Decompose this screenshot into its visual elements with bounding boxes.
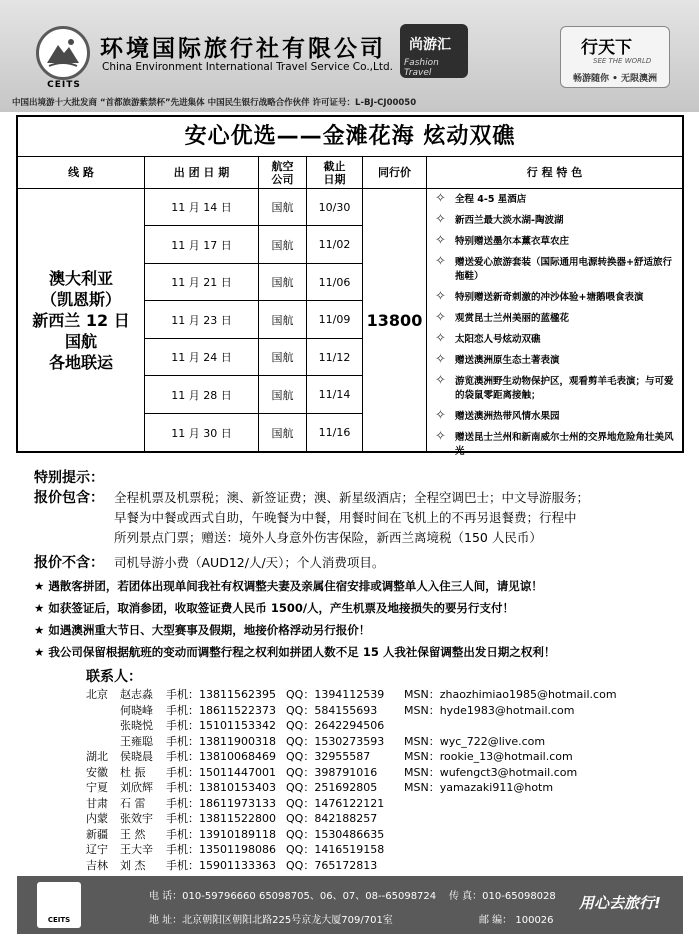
contact-name: 张效宇 (120, 812, 153, 825)
include-line: 全程机票及机票税；澳、新签证费；澳、新星级酒店；全程空调巴士；中文导游服务； (114, 490, 590, 505)
airline-cell: 国航 (259, 189, 307, 226)
contact-region: 安徽 (86, 765, 108, 779)
feature-text: 赠送爱心旅游套装（国际通用电源转换器+舒适旅行拖鞋） (455, 257, 672, 282)
date-cell: 11 月 14 日 (145, 189, 259, 226)
contact-qq: QQ：584155693 (286, 703, 378, 717)
contact-name: 何晓峰 (120, 703, 153, 717)
airline-cell: 国航 (259, 264, 307, 301)
feature-text: 特别赠送新奇刺激的冲沙体验+塘鹅喂食表演 (455, 292, 644, 303)
route-line: 新西兰 12 日 (32, 310, 130, 330)
contact-mobile: 手机：13811562395 (166, 688, 276, 701)
notice-item: ★ 如遇澳洲重大节日、大型赛事及假期，地接价格浮动另行报价！ (34, 623, 371, 637)
footer-postcode: 邮 编： 100026 (479, 915, 554, 926)
contact-msn: MSN：wyc_722@live.com (404, 734, 546, 748)
exclude-text: 司机导游小费（AUD12/人/天）；个人消费项目。 (114, 555, 385, 570)
header-banner (0, 0, 699, 112)
contact-name: 石 雷 (120, 796, 146, 810)
airline-cell: 国航 (259, 301, 307, 339)
feature-item (427, 235, 681, 249)
contact-qq: QQ：1394112539 (286, 688, 385, 701)
contact-name: 张晓悦 (120, 719, 153, 732)
feature-text: 赠送澳洲热带风情水果园 (455, 411, 560, 422)
date-cell: 11 月 24 日 (145, 339, 259, 376)
contact-qq: QQ：2642294506 (286, 719, 385, 732)
route-line: 各地联运 (48, 352, 113, 372)
contact-name: 王雍聪 (120, 734, 153, 748)
contact-msn: MSN：yamazaki911@hotm (404, 781, 554, 794)
sparkle-icon: ✧ (435, 191, 446, 206)
feature-text: 太阳恋人号炫动双礁 (455, 334, 541, 345)
contact-region: 湖北 (86, 750, 108, 763)
contact-name: 杜 振 (120, 765, 146, 779)
sparkle-icon: ✧ (435, 331, 446, 346)
notice-item: ★ 如获签证后，取消参团，收取签证费人民币 1500/人，产生机票及地接损失的要另行支付！ (34, 601, 515, 615)
route-line: 澳大利亚 (48, 268, 113, 288)
footer-slogan: 用心去旅行! (579, 894, 661, 912)
contact-region: 内蒙 (86, 812, 108, 825)
contact-name: 王 然 (120, 827, 146, 841)
feature-text: 新西兰最大淡水湖-陶波湖 (455, 215, 564, 226)
badge-en: Fashion Travel (404, 58, 439, 78)
feature-item (427, 333, 681, 347)
footer-logo: CEITS (37, 882, 81, 928)
footer-fax: 传 真：010-65098028 (449, 891, 556, 902)
include-label: 报价包含： (34, 490, 104, 506)
deadline-cell: 11/06 (307, 264, 363, 301)
contact-mobile: 手机：13501198086 (166, 843, 276, 856)
notice-item: ★ 我公司保留根据航班的变动而调整行程之权利如拼团人数不足 15 人我社保留调整出发日期之权利！ (34, 645, 556, 659)
feature-item (427, 291, 681, 305)
right-logo-main: 行天下 (581, 38, 632, 58)
airline-cell: 国航 (259, 414, 307, 451)
sparkle-icon: ✧ (435, 233, 446, 248)
itinerary-table (18, 157, 682, 457)
contact-qq: QQ：398791016 (286, 765, 378, 779)
footer-bar (17, 876, 683, 934)
feature-item (427, 431, 681, 459)
route-cell (18, 189, 145, 451)
contact-region: 新疆 (86, 827, 108, 841)
date-cell: 11 月 28 日 (145, 376, 259, 414)
feature-text: 特别赠送墨尔本薰衣草农庄 (455, 236, 570, 247)
contact-qq: QQ：1416519158 (286, 843, 385, 856)
company-logo (36, 26, 90, 80)
contact-name: 刘欣辉 (120, 781, 153, 794)
feature-item (427, 193, 681, 207)
contact-mobile: 手机：18611973133 (166, 796, 276, 810)
company-name-en: China Environment International Travel Service Co.,Ltd. (102, 61, 393, 73)
contact-qq: QQ：842188257 (286, 812, 378, 825)
contact-region: 吉林 (86, 858, 108, 872)
airline-cell: 国航 (259, 339, 307, 376)
contact-msn: MSN：rookie_13@hotmail.com (404, 750, 573, 763)
date-cell: 11 月 30 日 (145, 414, 259, 451)
right-logo-sub: 畅游随你 • 无限澳洲 (573, 74, 658, 84)
header-airline: 航空 公司 (259, 157, 307, 189)
feature-item (427, 256, 681, 284)
header-deadline: 截止 日期 (307, 157, 363, 189)
sparkle-icon: ✧ (435, 408, 446, 423)
header-price: 同行价 (363, 157, 427, 189)
company-slogan: 中国出境游十大批发商 “首都旅游紫禁杯”先进集体 中国民生银行战略合作伙伴 许可证号：L-BJ-CJ00050 (12, 98, 417, 108)
contact-name: 侯晓晨 (120, 750, 153, 763)
feature-item (427, 410, 681, 424)
airline-cell: 国航 (259, 376, 307, 414)
contact-region: 北京 (86, 688, 108, 701)
contact-mobile: 手机：13811522800 (166, 812, 276, 825)
feature-item (427, 354, 681, 368)
footer-address: 地 址：北京朝阳区朝阳北路225号京龙大厦709/701室 (149, 915, 393, 926)
sparkle-icon: ✧ (435, 352, 446, 367)
header-route: 线 路 (18, 157, 145, 189)
notice-item: ★ 遇散客拼团，若团体出现单间我社有权调整夫妻及亲属住宿安排或调整单人入住三人间，请见谅！ (34, 579, 543, 593)
exclude-label: 报价不含： (34, 555, 104, 571)
sparkle-icon: ✧ (435, 289, 446, 304)
date-cell: 11 月 21 日 (145, 264, 259, 301)
sparkle-icon: ✧ (435, 212, 446, 227)
feature-text: 赠送澳洲原生态土著表演 (455, 355, 560, 366)
page-title: 安心优选——金滩花海 炫动双礁 (18, 117, 682, 157)
right-logo-en: SEE THE WORLD (593, 57, 652, 65)
airline-cell: 国航 (259, 226, 307, 264)
fashion-travel-badge (400, 24, 468, 78)
route-line: 国航 (64, 331, 97, 351)
contact-name: 王大辛 (120, 843, 153, 856)
sparkle-icon: ✧ (435, 373, 446, 388)
contact-mobile: 手机：13810153403 (166, 781, 276, 794)
contact-mobile: 手机：18611522373 (166, 703, 276, 717)
price-cell: 13800 (363, 189, 427, 451)
feature-text: 全程 4-5 星酒店 (455, 194, 527, 205)
contact-msn: MSN：hyde1983@hotmail.com (404, 703, 575, 717)
header-features: 行 程 特 色 (427, 157, 682, 189)
deadline-cell: 11/16 (307, 414, 363, 451)
route-line: （凯恩斯） (40, 289, 121, 309)
contact-qq: QQ：251692805 (286, 781, 378, 794)
deadline-cell: 11/14 (307, 376, 363, 414)
sparkle-icon: ✧ (435, 310, 446, 325)
contact-mobile: 手机：13910189118 (166, 827, 276, 841)
see-the-world-logo (560, 26, 670, 88)
contact-msn: MSN：wufengct3@hotmail.com (404, 765, 578, 779)
contacts-heading: 联系人： (86, 669, 142, 685)
contact-name: 刘 杰 (120, 858, 146, 872)
feature-text: 游览澳洲野生动物保护区，观看剪羊毛表演；与可爱的袋鼠零距离接触； (455, 376, 674, 401)
deadline-cell: 11/02 (307, 226, 363, 264)
feature-item (427, 312, 681, 326)
contact-mobile: 手机：15101153342 (166, 719, 276, 732)
badge-cn: 尚游汇 (409, 37, 451, 53)
footer-tel: 电 话：010-59796660 65098705、06、07、08--65098724 (149, 891, 437, 902)
logo-acronym: CEITS (47, 80, 81, 90)
contact-name: 赵志淼 (120, 688, 153, 701)
sparkle-icon: ✧ (435, 429, 446, 444)
contact-mobile: 手机：15901133363 (166, 858, 276, 872)
deadline-cell: 11/12 (307, 339, 363, 376)
contact-mobile: 手机：13811900318 (166, 734, 276, 748)
feature-text: 观赏昆士兰州美丽的蓝楹花 (455, 313, 570, 324)
contact-region: 甘肃 (86, 796, 108, 810)
contact-qq: QQ：32955587 (286, 750, 371, 763)
date-cell: 11 月 17 日 (145, 226, 259, 264)
contact-msn: MSN：zhaozhimiao1985@hotmail.com (404, 688, 617, 701)
contact-qq: QQ：765172813 (286, 858, 378, 872)
include-line: 早餐为中餐或西式自助，午晚餐为中餐，用餐时间在飞机上的不再另退餐费；行程中 (114, 510, 577, 525)
contact-qq: QQ：1530273593 (286, 734, 385, 748)
feature-item (427, 214, 681, 228)
contact-mobile: 手机：13810068469 (166, 750, 276, 763)
itinerary-box (16, 115, 684, 457)
header-date: 出 团 日 期 (145, 157, 259, 189)
contact-qq: QQ：1530486635 (286, 827, 385, 841)
contact-region: 辽宁 (86, 843, 108, 856)
date-cell: 11 月 23 日 (145, 301, 259, 339)
feature-text: 赠送昆士兰州和新南威尔士州的交界地危险角壮美风光 (455, 432, 674, 457)
contact-qq: QQ：1476122121 (286, 796, 385, 810)
deadline-cell: 11/09 (307, 301, 363, 339)
feature-item (427, 375, 681, 403)
contact-region: 宁夏 (86, 781, 108, 794)
notes-heading: 特别提示： (34, 470, 104, 486)
company-name-cn: 环境国际旅行社有限公司 (100, 36, 386, 62)
deadline-cell: 10/30 (307, 189, 363, 226)
sparkle-icon: ✧ (435, 254, 446, 269)
include-line: 所列景点门票；赠送：境外人身意外伤害保险，新西兰离境税（150 人民币） (114, 530, 542, 545)
contact-mobile: 手机：15011447001 (166, 765, 276, 779)
